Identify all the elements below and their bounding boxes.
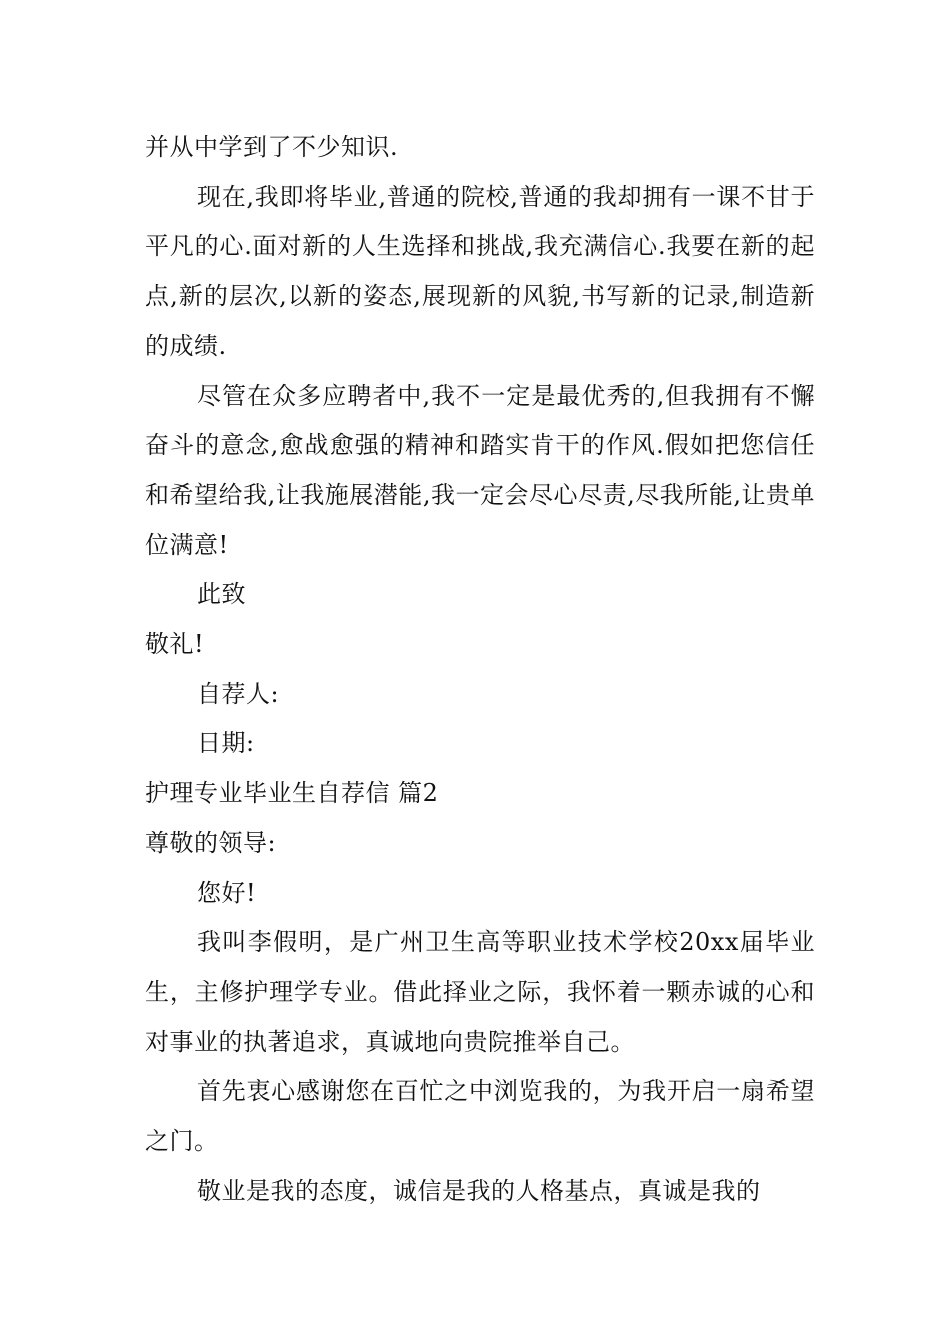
closing-regards: 敬礼! [145,630,205,659]
section-heading: 护理专业毕业生自荐信 篇2 [145,779,439,808]
greeting: 尊敬的领导: [145,828,277,857]
paragraph: 尽管在众多应聘者中,我不一定是最优秀的,但我拥有不懈奋斗的意念,愈战愈强的精神和踏实肯干的作风.假如把您信任和希望给我,让我施展潜能,我一定会尽心尽责,尽我所能,让贵单位满意! [145,381,815,559]
date-line: 日期: [197,729,255,758]
signature-line: 自荐人: [197,679,280,708]
closing-salutation: 此致 [197,580,246,609]
paragraph: 敬业是我的态度，诚信是我的人格基点，真诚是我的 [197,1176,761,1205]
paragraph: 并从中学到了不少知识. [145,133,399,161]
paragraph: 首先衷心感谢您在百忙之中浏览我的，为我开启一扇希望之门。 [145,1077,815,1156]
document-body [145,123,815,1216]
paragraph: 我叫李假明，是广州卫生高等职业技术学校20xx届毕业生，主修护理学专业。借此择业之际，我怀着一颗赤诚的心和对事业的执著追求，真诚地向贵院推举自己。 [145,928,815,1056]
paragraph: 现在,我即将毕业,普通的院校,普通的我却拥有一课不甘于平凡的心.面对新的人生选择和挑战,我充满信心.我要在新的起点,新的层次,以新的姿态,展现新的风貌,书写新的记录,制造新的成绩. [145,182,815,360]
greeting-hello: 您好! [197,878,257,907]
